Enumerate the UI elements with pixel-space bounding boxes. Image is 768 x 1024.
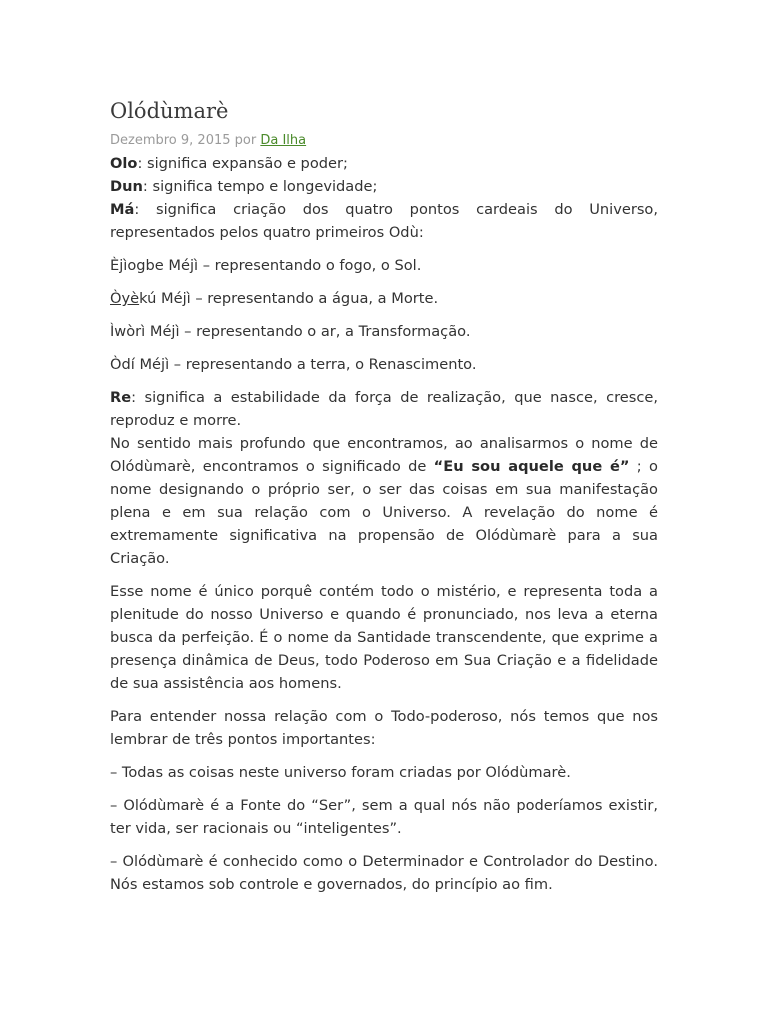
- odu-item-odi: Òdí Méjì – representando a terra, o Renascimento.: [110, 356, 477, 373]
- post-meta: [110, 132, 658, 150]
- definition-ma-text: : significa criação dos quatro pontos cardeais do Universo, representados pelos quatro primeiros Odù:: [110, 201, 658, 241]
- term-olo: Olo: [110, 155, 138, 172]
- definition-re-text: : significa a estabilidade da força de realização, que nasce, cresce, reproduz e morre.: [110, 389, 658, 429]
- sentido-quote: “Eu sou aquele que é”: [433, 458, 630, 475]
- point-3: – Olódùmarè é conhecido como o Determinador e Controlador do Destino. Nós estamos sob controle e governados, do princípio ao fim.: [110, 853, 658, 893]
- odu-item-ejiogbe: Èjìogbe Méjì – representando o fogo, o Sol.: [110, 257, 422, 274]
- paragraph-esse-nome: Esse nome é único porquê contém todo o mistério, e representa toda a plenitude do nosso Universo e quando é pronunciado, nos leva a eterna busca da perfeição. É o nome da Santidade transcendente, que exprime a presença dinâmica de Deus, todo Poderoso em Sua Criação e a fidelidade de sua assistência aos homens.: [110, 583, 658, 692]
- definition-ma: [110, 198, 658, 244]
- definition-re: [110, 386, 658, 432]
- sentido-before: No sentido mais profundo que encontramos, ao analisarmos o nome de Olódùmarè, encontramos o significado de: [110, 435, 658, 475]
- term-re: Re: [110, 389, 132, 406]
- sentido-after: ; o nome designando o próprio ser, o ser das coisas em sua manifestação plena e em sua relação com o Universo. A revelação do nome é extremamente significativa na propensão de Olódùmarè para a sua Criação.: [110, 458, 658, 567]
- point-2: – Olódùmarè é a Fonte do “Ser”, sem a qual nós não poderíamos existir, ter vida, ser racionais ou “inteligentes”.: [110, 797, 658, 837]
- post-date: Dezembro 9, 2015: [110, 133, 231, 148]
- post-title: Olódùmarè: [110, 99, 229, 123]
- odu-item-oyeku: [110, 287, 658, 310]
- definition-olo: [110, 152, 658, 175]
- definition-olo-text: : significa expansão e poder;: [137, 155, 348, 172]
- paragraph-para-entender: Para entender nossa relação com o Todo-poderoso, nós temos que nos lembrar de três pontos importantes:: [110, 708, 658, 748]
- paragraph-sentido: [110, 432, 658, 570]
- odu-item-oyeku-underlined: Òyè: [110, 290, 140, 307]
- odu-item-iwori: Ìwòrì Méjì – representando o ar, a Transformação.: [110, 323, 471, 340]
- term-dun: Dun: [110, 178, 143, 195]
- odu-item-oyeku-rest: kú Méjì – representando a água, a Morte.: [139, 290, 439, 307]
- post-by: por: [234, 133, 257, 148]
- author-link[interactable]: Da Ilha: [260, 133, 307, 148]
- definition-dun: [110, 175, 658, 198]
- definition-dun-text: : significa tempo e longevidade;: [142, 178, 378, 195]
- article: [110, 96, 658, 896]
- term-ma: Má: [110, 201, 135, 218]
- point-1: – Todas as coisas neste universo foram criadas por Olódùmarè.: [110, 764, 571, 781]
